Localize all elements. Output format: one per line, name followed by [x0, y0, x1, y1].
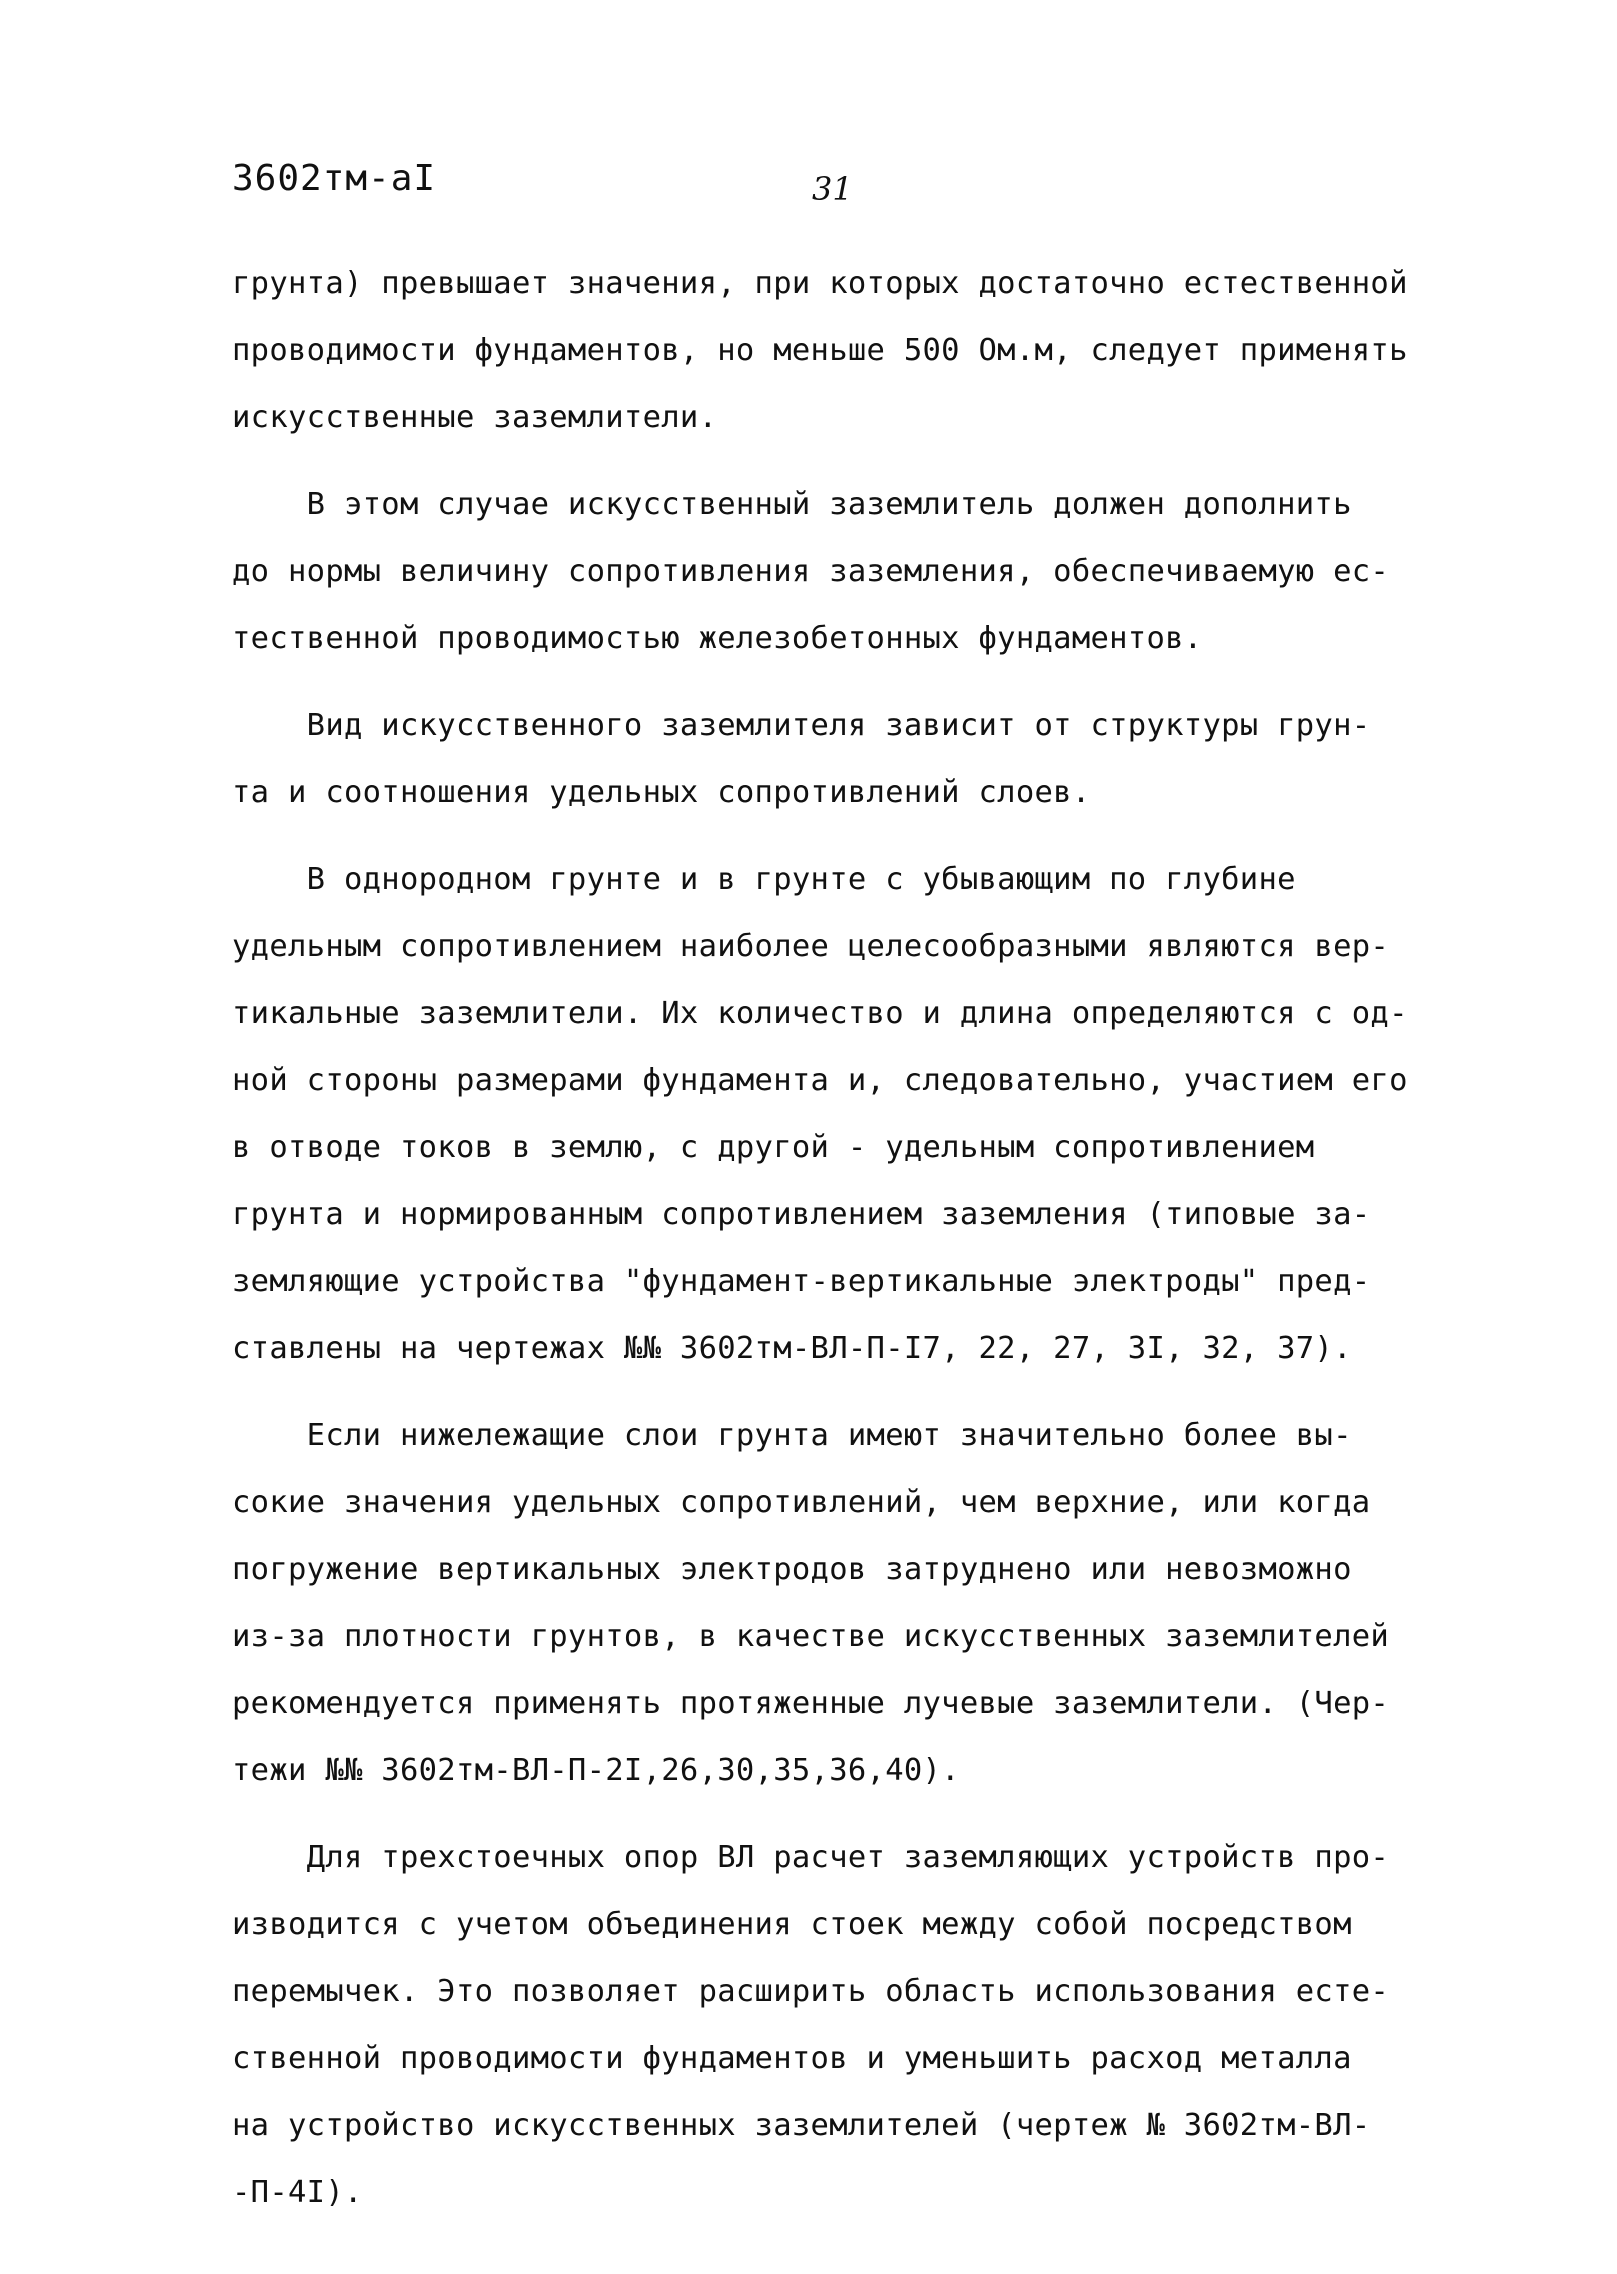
text-line: изводится с учетом объединения стоек между собой посредством: [232, 1907, 1352, 1942]
text-line: ственной проводимости фундаментов и уменьшить расход металла: [232, 2041, 1352, 2076]
text-line: В однородном грунте и в грунте с убывающим по глубине: [232, 862, 1296, 897]
paragraph-gap: [232, 826, 1494, 846]
text-line: в отводе токов в землю, с другой - удельным сопротивлением: [232, 1130, 1315, 1165]
text-line: Если нижележащие слои грунта имеют значительно более вы-: [232, 1418, 1352, 1453]
text-line: до нормы величину сопротивления заземления, обеспечиваемую ес-: [232, 554, 1390, 589]
paragraph: [232, 1824, 1494, 2226]
paragraph-gap: [232, 1804, 1494, 1824]
text-line: В этом случае искусственный заземлитель должен дополнить: [232, 487, 1352, 522]
paragraph: [232, 1402, 1494, 1804]
text-line: -П-4I).: [232, 2175, 363, 2210]
paragraph-gap: [232, 451, 1494, 471]
text-line: рекомендуется применять протяженные лучевые заземлители. (Чер-: [232, 1686, 1390, 1721]
text-line: грунта и нормированным сопротивлением заземления (типовые за-: [232, 1197, 1371, 1232]
text-line: та и соотношения удельных сопротивлений слоев.: [232, 775, 1091, 810]
text-line: удельным сопротивлением наиболее целесообразными являются вер-: [232, 929, 1390, 964]
text-line: Для трехстоечных опор ВЛ расчет заземляющих устройств про-: [232, 1840, 1390, 1875]
text-line: тикальные заземлители. Их количество и длина определяются с од-: [232, 996, 1408, 1031]
text-line: ставлены на чертежах №№ 3602тм-ВЛ-П-I7, 22, 27, 3I, 32, 37).: [232, 1331, 1352, 1366]
paragraph-gap: [232, 1382, 1494, 1402]
body-text: [232, 250, 1494, 2226]
text-line: проводимости фундаментов, но меньше 500 Ом.м, следует применять: [232, 333, 1408, 368]
text-line: тежи №№ 3602тм-ВЛ-П-2I,26,30,35,36,40).: [232, 1753, 960, 1788]
page-number: 31: [812, 170, 853, 208]
text-line: ной стороны размерами фундамента и, следовательно, участием его: [232, 1063, 1408, 1098]
paragraph: [232, 846, 1494, 1382]
paragraph: [232, 250, 1494, 451]
text-line: перемычек. Это позволяет расширить область использования есте-: [232, 1974, 1390, 2009]
text-line: тественной проводимостью железобетонных фундаментов.: [232, 621, 1203, 656]
text-line: погружение вертикальных электродов затруднено или невозможно: [232, 1552, 1352, 1587]
text-line: земляющие устройства "фундамент-вертикальные электроды" пред-: [232, 1264, 1371, 1299]
text-line: Вид искусственного заземлителя зависит от структуры грун-: [232, 708, 1371, 743]
text-line: искусственные заземлители.: [232, 400, 718, 435]
paragraph: [232, 471, 1494, 672]
paragraph: [232, 692, 1494, 826]
document-code: 3602тм-аI: [232, 158, 437, 199]
text-line: из-за плотности грунтов, в качестве искусственных заземлителей: [232, 1619, 1390, 1654]
paragraph-gap: [232, 672, 1494, 692]
text-line: грунта) превышает значения, при которых достаточно естественной: [232, 266, 1408, 301]
text-line: сокие значения удельных сопротивлений, чем верхние, или когда: [232, 1485, 1371, 1520]
text-line: на устройство искусственных заземлителей (чертеж № 3602тм-ВЛ-: [232, 2108, 1371, 2143]
